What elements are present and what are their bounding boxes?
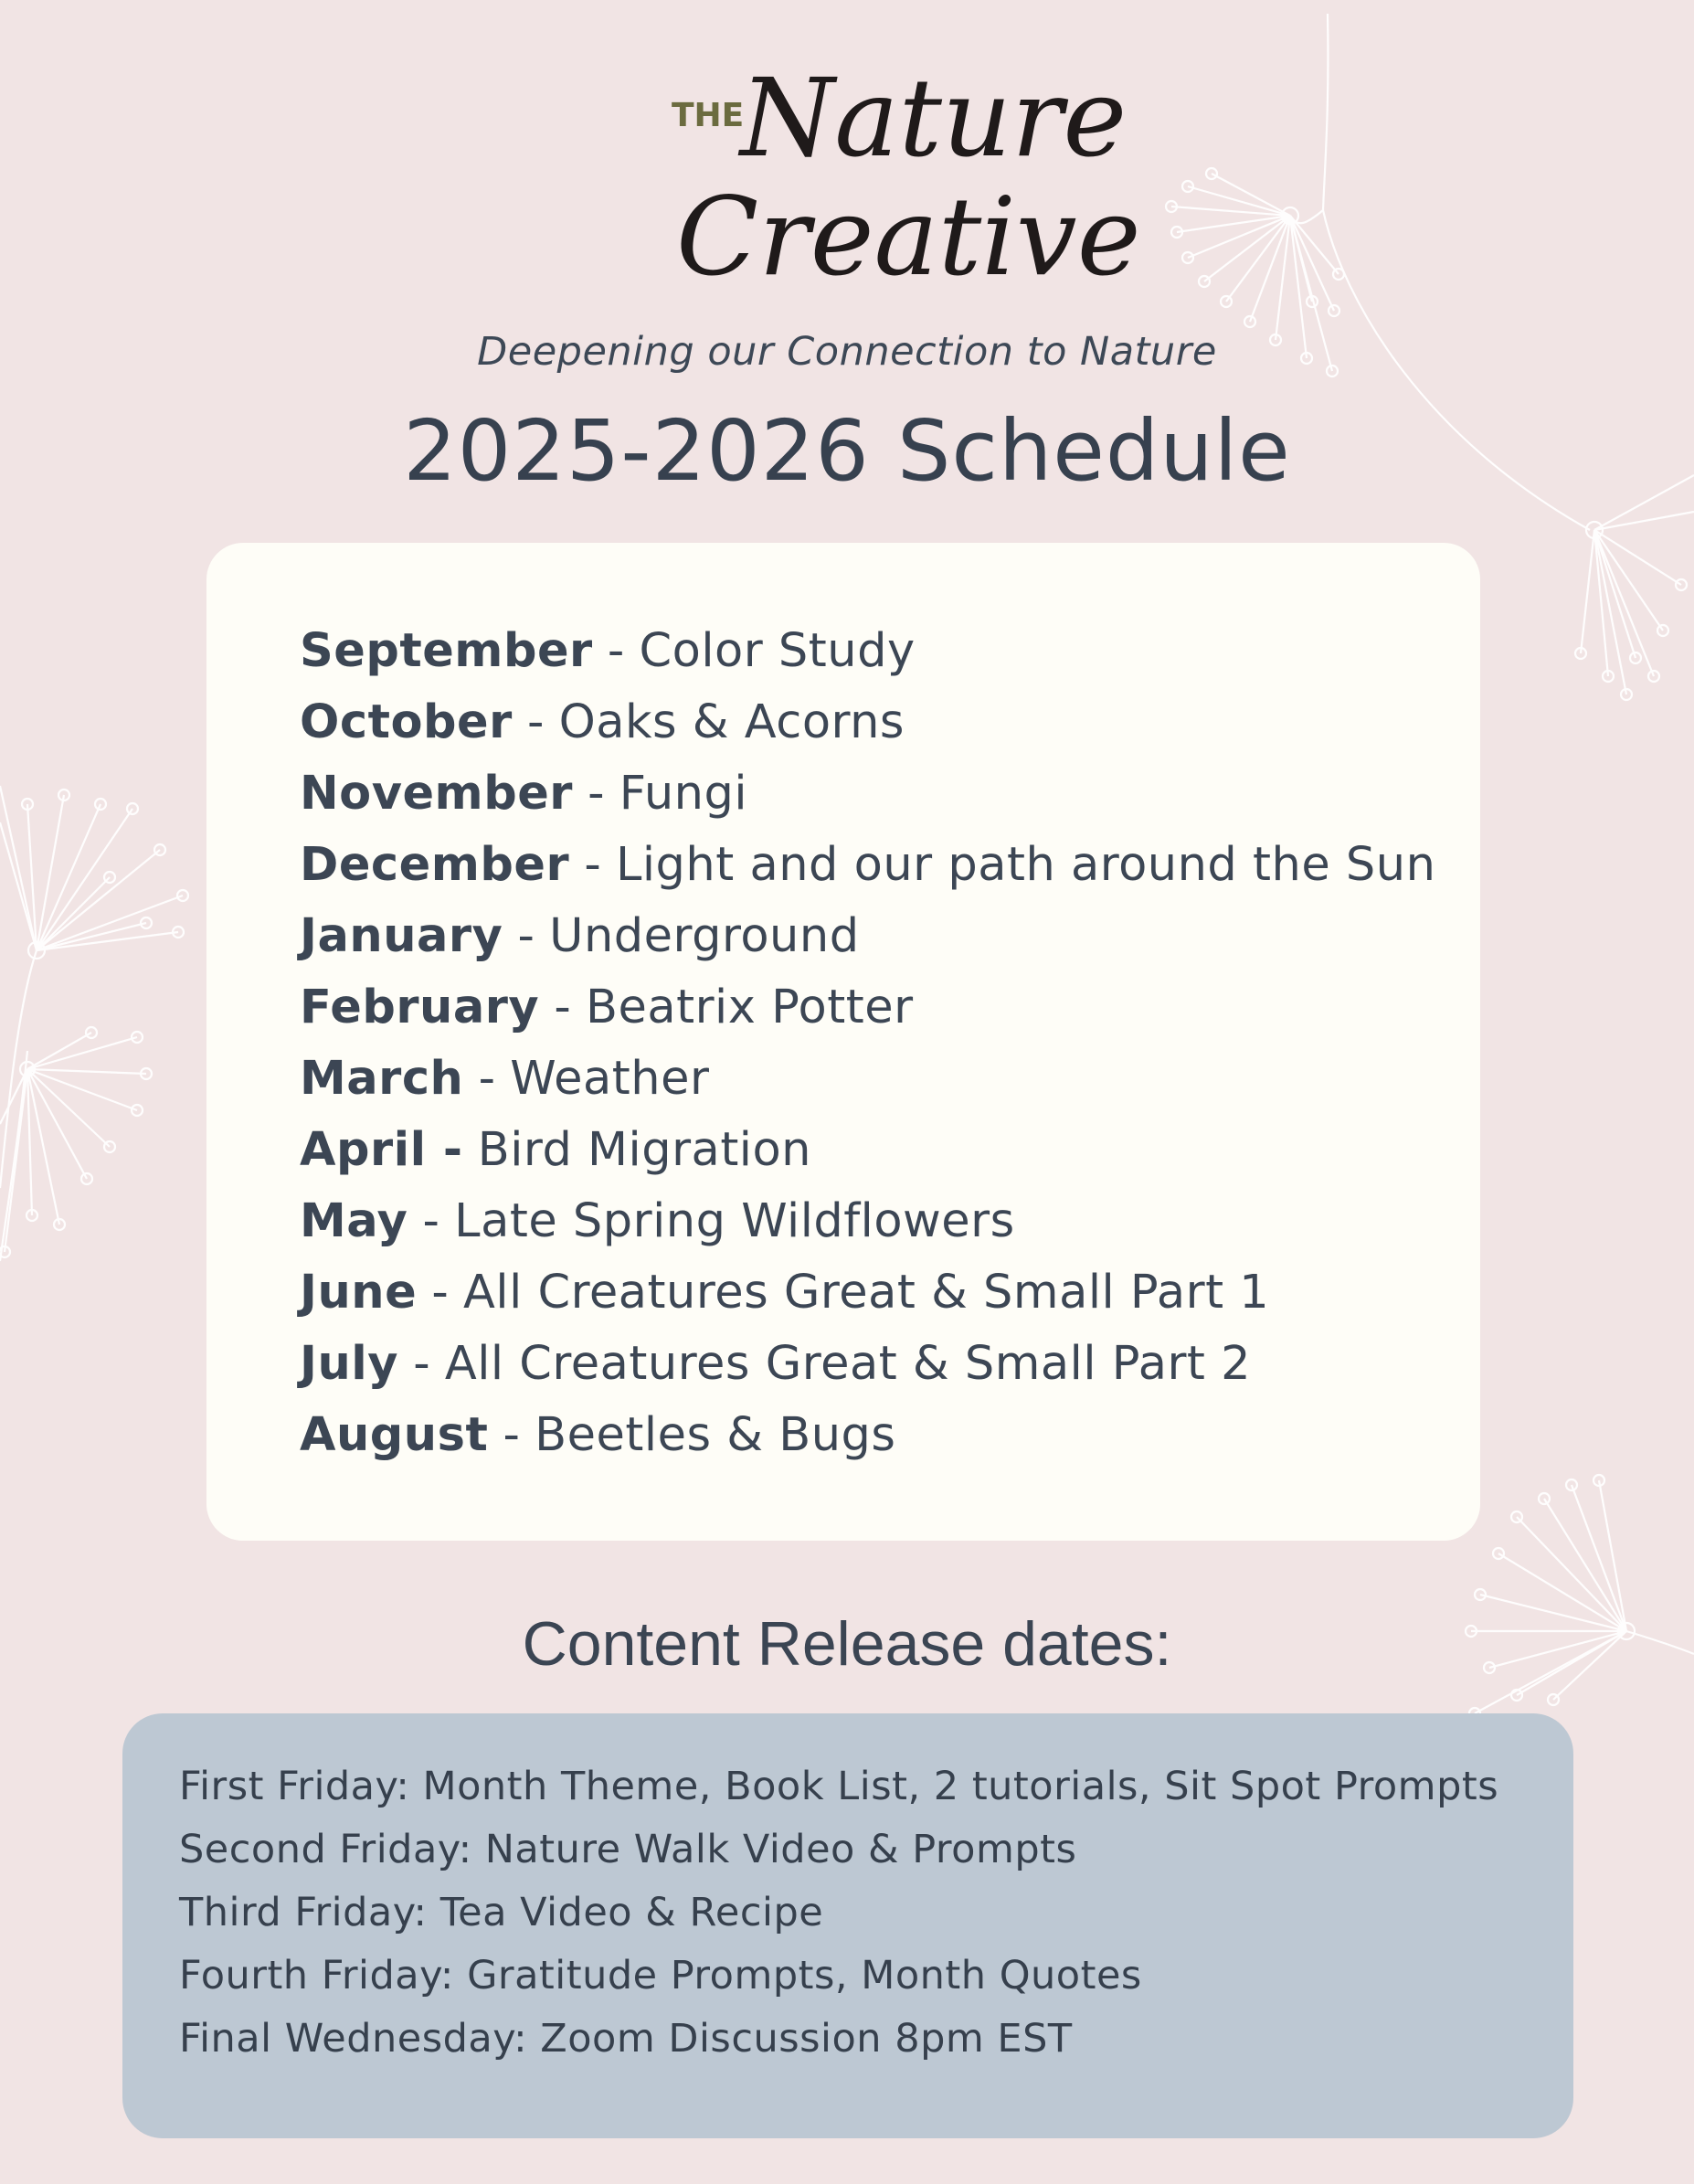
- schedule-topic: Color Study: [639, 624, 916, 678]
- schedule-separator: -: [512, 695, 559, 749]
- schedule-topic: All Creatures Great & Small Part 1: [463, 1266, 1270, 1320]
- schedule-row: [300, 1329, 1480, 1400]
- release-date-item: Fourth Friday: Gratitude Prompts, Month Quotes: [179, 1953, 1142, 1998]
- schedule-separator: -: [398, 1337, 445, 1391]
- schedule-card: [206, 543, 1480, 1541]
- nature-creative-logo: [640, 27, 1141, 320]
- schedule-topic: Beatrix Potter: [585, 981, 914, 1034]
- schedule-row: [300, 1400, 1480, 1471]
- release-date-item: Third Friday: Tea Video & Recipe: [179, 1890, 824, 1935]
- schedule-topic: Light and our path around the Sun: [615, 838, 1436, 892]
- schedule-topic: Fungi: [619, 767, 748, 821]
- schedule-month: January: [300, 909, 503, 963]
- schedule-row: [300, 687, 1480, 758]
- schedule-topic: Bird Migration: [477, 1123, 812, 1177]
- schedule-row: [300, 830, 1480, 901]
- schedule-topic: Oaks & Acorns: [558, 695, 905, 749]
- tagline: Deepening our Connection to Nature: [477, 329, 1217, 375]
- schedule-separator: [463, 1123, 478, 1177]
- schedule-separator: -: [417, 1266, 464, 1320]
- schedule-row: [300, 758, 1480, 830]
- logo-nature-text: Nature: [740, 55, 1128, 181]
- release-date-item: Second Friday: Nature Walk Video & Prompts: [179, 1827, 1077, 1872]
- schedule-separator: -: [592, 624, 640, 678]
- schedule-separator: -: [408, 1194, 455, 1248]
- schedule-separator: -: [572, 767, 619, 821]
- schedule-separator: -: [503, 909, 550, 963]
- release-dates-heading: Content Release dates:: [522, 1609, 1172, 1679]
- schedule-row: [300, 901, 1480, 972]
- schedule-month: August: [300, 1408, 489, 1462]
- schedule-separator: -: [569, 838, 616, 892]
- schedule-row: [300, 616, 1480, 687]
- schedule-topic: Beetles & Bugs: [535, 1408, 896, 1462]
- schedule-separator: -: [488, 1408, 535, 1462]
- schedule-month: June: [300, 1266, 418, 1320]
- schedule-row: [300, 1044, 1480, 1115]
- schedule-separator: -: [539, 981, 586, 1034]
- schedule-topic: Late Spring Wildflowers: [454, 1194, 1015, 1248]
- schedule-row: [300, 1257, 1480, 1329]
- schedule-topic: Underground: [549, 909, 860, 963]
- logo-creative-text: Creative: [676, 174, 1141, 300]
- schedule-topic: All Creatures Great & Small Part 2: [444, 1337, 1252, 1391]
- schedule-row: [300, 972, 1480, 1044]
- schedule-month: March: [300, 1052, 464, 1106]
- page-title: 2025-2026 Schedule: [403, 402, 1291, 500]
- schedule-month: April -: [300, 1123, 463, 1177]
- release-date-item: First Friday: Month Theme, Book List, 2 tutorials, Sit Spot Prompts: [179, 1764, 1499, 1809]
- schedule-month: September: [300, 624, 593, 678]
- schedule-topic: Weather: [510, 1052, 710, 1106]
- schedule-month: July: [300, 1337, 399, 1391]
- schedule-month: February: [300, 981, 540, 1034]
- release-dates-card: [122, 1713, 1573, 2138]
- release-date-item: Final Wednesday: Zoom Discussion 8pm EST: [179, 2016, 1073, 2062]
- schedule-row: [300, 1186, 1480, 1257]
- schedule-month: December: [300, 838, 570, 892]
- schedule-month: May: [300, 1194, 408, 1248]
- logo-the-text: THE: [672, 97, 745, 134]
- schedule-month: November: [300, 767, 573, 821]
- schedule-row: [300, 1115, 1480, 1186]
- schedule-separator: -: [463, 1052, 511, 1106]
- schedule-month: October: [300, 695, 513, 749]
